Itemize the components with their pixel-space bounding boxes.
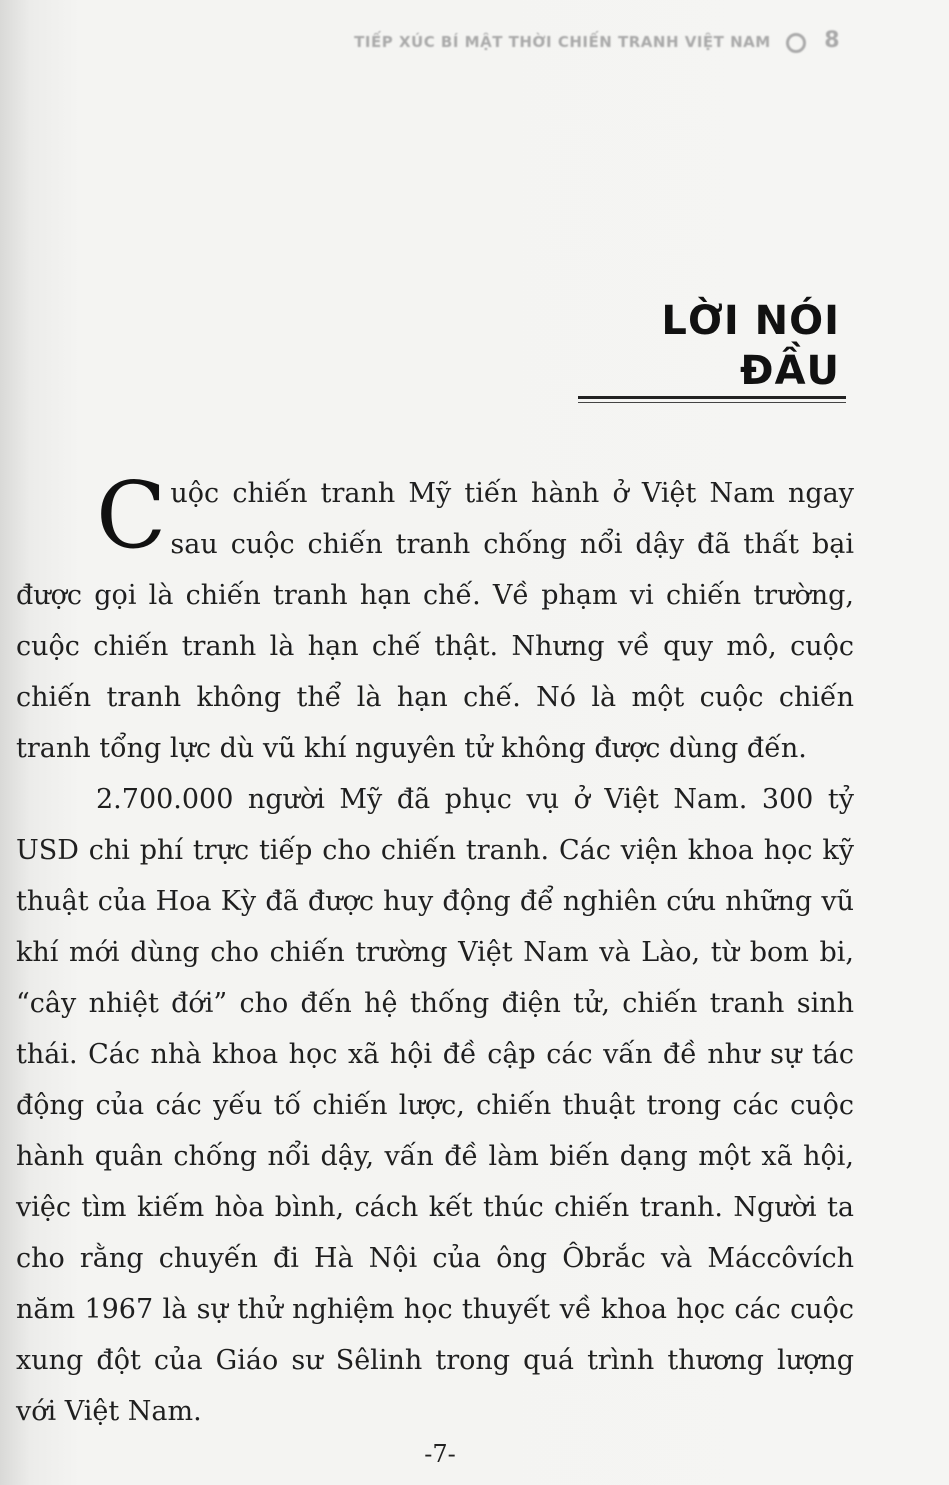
paragraph-2: 2.700.000 người Mỹ đã phục vụ ở Việt Nam. 300 tỷ USD chi phí trực tiếp cho chiến tranh. Các viện khoa học kỹ thuật của Hoa Kỳ đã được huy động để nghiên cứu những vũ khí mới dùng cho chiến trường Việt Nam và Lào, từ bom bi, “cây nhiệt đới” cho đến hệ thống điện tử, chiến tranh sinh thái. Các nhà khoa học xã hội đề cập các vấn đề như sự tác động của các yếu tố chiến lược, chiến thuật trong các cuộc hành quân chống nổi dậy, vấn đề làm biến dạng một xã hội, việc tìm kiếm hòa bình, cách kết thúc chiến tranh. Người ta cho rằng chuyến đi Hà Nội của ông Ôbrắc và Máccôvích năm 1967 là sự thử nghiệm học thuyết về khoa học các cuộc xung đột của Giáo sư Sêlinh trong quá trình thương lượng với Việt Nam. <box>16 784 854 1427</box>
page-number: -7- <box>424 1440 456 1468</box>
running-header-text: TIẾP XÚC BÍ MẬT THỜI CHIẾN TRANH VIỆT NAM <box>354 33 771 51</box>
running-header-page: 8 <box>824 28 840 53</box>
drop-cap: C <box>96 462 167 569</box>
chapter-title-block <box>578 296 846 403</box>
body-text <box>16 462 854 1437</box>
title-underline-thin <box>578 402 846 403</box>
paragraph-1 <box>16 462 854 774</box>
ornament-icon <box>786 33 806 53</box>
title-underline <box>578 396 846 399</box>
running-header <box>270 28 840 53</box>
chapter-title: LỜI NÓI ĐẦU <box>661 298 840 394</box>
paragraph-1-text: uộc chiến tranh Mỹ tiến hành ở Việt Nam ngay sau cuộc chiến tranh chống nổi dậy đã thất bại được gọi là chiến tranh hạn chế. Về phạm vi chiến trường, cuộc chiến tranh là hạn chế thật. Nhưng về quy mô, cuộc chiến tranh không thể là hạn chế. Nó là một cuộc chiến tranh tổng lực dù vũ khí nguyên tử không được dùng đến. <box>16 478 854 764</box>
